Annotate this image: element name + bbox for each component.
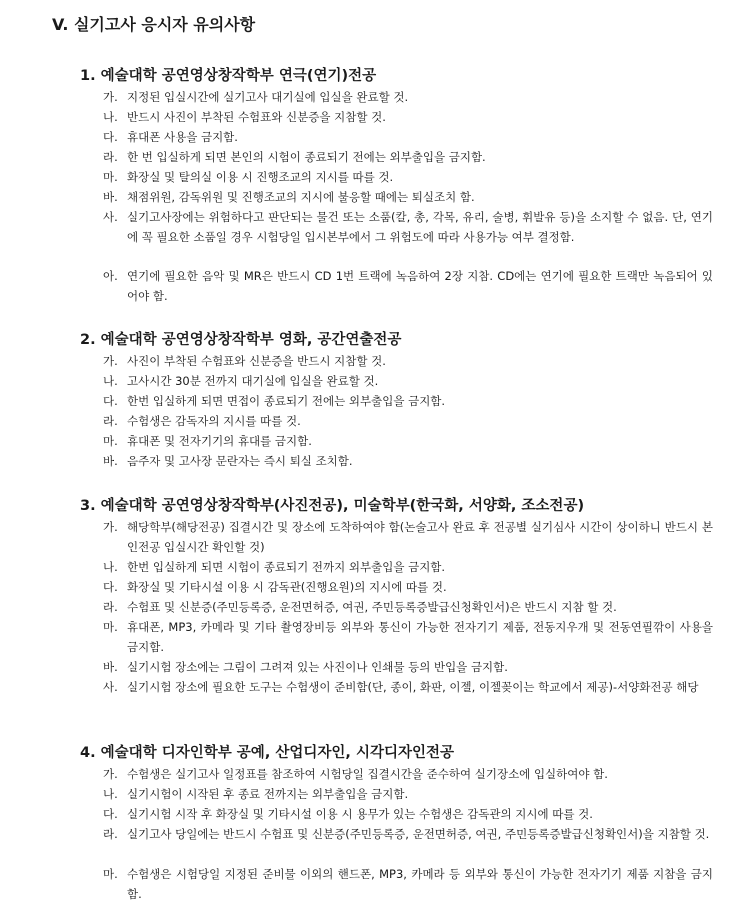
- section-title: 1. 예술대학 공연영상창작학부 연극(연기)전공: [80, 68, 377, 84]
- section-title: 2. 예술대학 공연영상창작학부 영화, 공간연출전공: [80, 332, 402, 348]
- list-item: [103, 518, 713, 557]
- list-item: [103, 88, 713, 108]
- item-text: 지정된 입실시간에 실기고사 대기실에 입실을 완료할 것.: [127, 90, 409, 104]
- item-marker: 라.: [103, 827, 118, 841]
- item-marker: 나.: [103, 110, 118, 124]
- list-item: [103, 805, 713, 825]
- list-item: [103, 785, 713, 805]
- list-item: [103, 128, 713, 148]
- page-title: V. 실기고사 응시자 유의사항: [52, 15, 256, 34]
- item-marker: 나.: [103, 787, 118, 801]
- item-text: 한번 입실하게 되면 면접이 종료되기 전에는 외부출입을 금지함.: [127, 394, 446, 408]
- list-item: [103, 188, 713, 208]
- item-text: 화장실 및 기타시설 이용 시 감독관(진행요원)의 지시에 따를 것.: [127, 580, 447, 594]
- list-item: [103, 765, 713, 785]
- item-marker: 라.: [103, 414, 118, 428]
- list-item: [103, 658, 713, 678]
- item-text: 화장실 및 탈의실 이용 시 진행조교의 지시를 따를 것.: [127, 170, 394, 184]
- list-item: [103, 108, 713, 128]
- item-marker: 나.: [103, 374, 118, 388]
- item-text: 사진이 부착된 수험표와 신분증을 반드시 지참할 것.: [127, 354, 386, 368]
- item-marker: 다.: [103, 807, 118, 821]
- item-text: 반드시 사진이 부착된 수험표와 신분증을 지참할 것.: [127, 110, 386, 124]
- list-item: [103, 865, 713, 904]
- item-marker: 나.: [103, 560, 118, 574]
- list-item: [103, 598, 713, 618]
- item-text: 휴대폰 및 전자기기의 휴대를 금지함.: [127, 434, 312, 448]
- item-text: 고사시간 30분 전까지 대기실에 입실을 완료할 것.: [127, 374, 379, 388]
- item-marker: 다.: [103, 580, 118, 594]
- item-marker: 가.: [103, 767, 118, 781]
- item-marker: 마.: [103, 170, 118, 184]
- item-marker: 사.: [103, 680, 118, 694]
- item-text: 휴대폰, MP3, 카메라 및 기타 촬영장비등 외부와 통신이 가능한 전자기기 제품, 전동지우개 및 전동연필깎이 사용을 금지함.: [127, 620, 713, 654]
- list-item: [103, 678, 713, 698]
- item-text: 수험생은 감독자의 지시를 따를 것.: [127, 414, 301, 428]
- item-marker: 가.: [103, 90, 118, 104]
- item-marker: 마.: [103, 620, 118, 634]
- item-text: 휴대폰 사용을 금지함.: [127, 130, 238, 144]
- item-text: 실기시험 장소에 필요한 도구는 수험생이 준비함(단, 종이, 화판, 이젤, 이젤꽂이는 학교에서 제공)-서양화전공 해당: [127, 680, 699, 694]
- item-marker: 바.: [103, 660, 118, 674]
- item-text: 실기시험 장소에는 그림이 그려져 있는 사진이나 인쇄물 등의 반입을 금지함.: [127, 660, 508, 674]
- section-title: 4. 예술대학 디자인학부 공예, 산업디자인, 시각디자인전공: [80, 745, 455, 761]
- list-item: [103, 558, 713, 578]
- item-text: 한번 입실하게 되면 시험이 종료되기 전까지 외부출입을 금지함.: [127, 560, 446, 574]
- item-text: 수험생은 시험당일 지정된 준비물 이외의 핸드폰, MP3, 카메라 등 외부와 통신이 가능한 전자기기 제품 지참을 금지함.: [127, 867, 713, 901]
- section-title: 3. 예술대학 공연영상창작학부(사진전공), 미술학부(한국화, 서양화, 조소전공): [80, 498, 585, 514]
- item-text: 채점위원, 감독위원 및 진행조교의 지시에 불응할 때에는 퇴실조치 함.: [127, 190, 475, 204]
- item-text: 음주자 및 고사장 문란자는 즉시 퇴실 조치함.: [127, 454, 353, 468]
- list-item: [103, 452, 713, 472]
- list-item: [103, 412, 713, 432]
- item-marker: 바.: [103, 454, 118, 468]
- item-text: 해당학부(해당전공) 집결시간 및 장소에 도착하여야 함(논술고사 완료 후 전공별 실기심사 시간이 상이하니 반드시 본인전공 입실시간 확인할 것): [127, 520, 713, 554]
- item-marker: 가.: [103, 520, 118, 534]
- item-marker: 마.: [103, 867, 118, 881]
- list-item: [103, 352, 713, 372]
- item-marker: 다.: [103, 130, 118, 144]
- item-marker: 다.: [103, 394, 118, 408]
- item-marker: 아.: [103, 269, 118, 283]
- list-item: [103, 618, 713, 657]
- item-text: 연기에 필요한 음악 및 MR은 반드시 CD 1번 트랙에 녹음하여 2장 지참. CD에는 연기에 필요한 트랙만 녹음되어 있어야 함.: [127, 269, 713, 303]
- item-marker: 라.: [103, 600, 118, 614]
- item-marker: 바.: [103, 190, 118, 204]
- item-marker: 라.: [103, 150, 118, 164]
- list-item: [103, 372, 713, 392]
- list-item: [103, 825, 713, 845]
- item-text: 실기고사 당일에는 반드시 수험표 및 신분증(주민등록증, 운전면허증, 여권, 주민등록증발급신청확인서)을 지참할 것.: [127, 827, 710, 841]
- list-item: [103, 168, 713, 188]
- list-item: [103, 208, 713, 247]
- item-marker: 사.: [103, 210, 118, 224]
- item-text: 수험생은 실기고사 일정표를 참조하여 시험당일 집결시간을 준수하여 실기장소에 입실하여야 함.: [127, 767, 608, 781]
- item-marker: 가.: [103, 354, 118, 368]
- list-item: [103, 148, 713, 168]
- item-text: 실기시험 시작 후 화장실 및 기타시설 이용 시 용무가 있는 수험생은 감독관의 지시에 따를 것.: [127, 807, 593, 821]
- list-item: [103, 267, 713, 306]
- item-text: 실기시험이 시작된 후 종료 전까지는 외부출입을 금지함.: [127, 787, 409, 801]
- item-text: 수험표 및 신분증(주민등록증, 운전면허증, 여권, 주민등록증발급신청확인서)은 반드시 지참 할 것.: [127, 600, 617, 614]
- item-text: 한 번 입실하게 되면 본인의 시험이 종료되기 전에는 외부출입을 금지함.: [127, 150, 486, 164]
- list-item: [103, 392, 713, 412]
- item-text: 실기고사장에는 위험하다고 판단되는 물건 또는 소품(칼, 총, 각목, 유리, 술병, 휘발유 등)을 소지할 수 없음. 단, 연기에 꼭 필요한 소품일 경우 시험당일 입시본부에서 그 위험도에 따라 사용가능 여부 결정함.: [127, 210, 713, 244]
- item-marker: 마.: [103, 434, 118, 448]
- list-item: [103, 432, 713, 452]
- list-item: [103, 578, 713, 598]
